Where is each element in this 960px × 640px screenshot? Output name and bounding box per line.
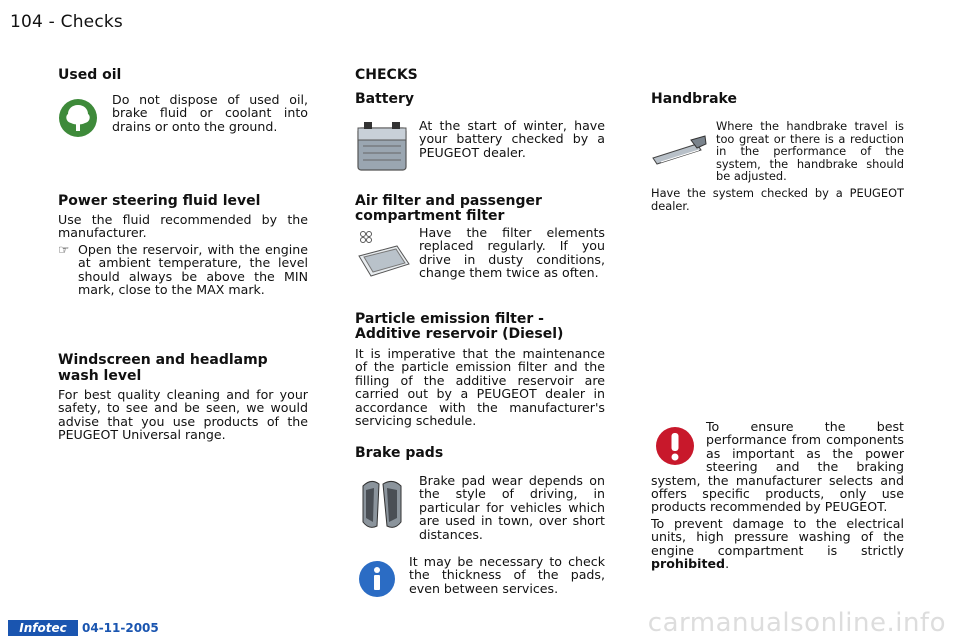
print-date: 04-11-2005 xyxy=(82,621,159,635)
handbrake-note: Have the system checked by a PEUGEOT dealer. xyxy=(651,186,904,213)
infotec-logo: Infotec xyxy=(8,620,78,636)
brake-pads-info: It may be necessary to check the thickness of the pads, even between services. xyxy=(409,554,605,596)
particle-filter-heading-2: Additive reservoir (Diesel) xyxy=(355,326,564,342)
pointer-hand-icon: ☞ xyxy=(58,242,70,257)
page-title: Checks xyxy=(60,12,123,32)
handbrake-heading: Handbrake xyxy=(651,91,737,107)
brake-pads-heading: Brake pads xyxy=(355,445,444,461)
windscreen-heading-2: wash level xyxy=(58,368,142,384)
air-filter-text: Have the filter elements replaced regularly. If you drive in dusty conditions, change them twice as often. xyxy=(419,225,605,281)
windscreen-heading-1: Windscreen and headlamp xyxy=(58,352,268,368)
air-filter-heading-2: compartment filter xyxy=(355,208,505,224)
particle-filter-heading-1: Particle emission filter - xyxy=(355,311,544,327)
power-steering-bullet xyxy=(58,243,308,297)
power-steering-intro: Use the fluid recommended by the manufacturer. xyxy=(58,212,308,241)
watermark: carmanualsonline.info xyxy=(647,608,946,638)
warning-text-2: To prevent damage to the electrical units, high pressure washing of the engine compartment is strictly prohibited. xyxy=(651,515,904,572)
air-filter-heading-1: Air filter and passenger xyxy=(355,193,542,209)
header-separator: - xyxy=(48,12,56,32)
battery-icon xyxy=(355,118,410,174)
windscreen-text: For best quality cleaning and for your safety, to see and be seen, we would advise that you use products of the PEUGEOT Universal range. xyxy=(58,387,308,443)
power-steering-heading: Power steering fluid level xyxy=(58,193,261,209)
handbrake-icon xyxy=(651,128,707,168)
brake-pads-text: Brake pad wear depends on the style of driving, in particular for vehicles which are used in town, over short distances. xyxy=(419,473,605,542)
page-header xyxy=(10,12,123,32)
used-oil-heading: Used oil xyxy=(58,67,122,83)
particle-filter-text: It is imperative that the maintenance of the particle emission filter and the filling of the additive reservoir are carried out by a PEUGEOT dealer in accordance with the manufacturer's servicing schedule. xyxy=(355,346,605,429)
handbrake-text: Where the handbrake travel is too great or there is a reduction in the performance of the system, the handbrake should be adjusted. xyxy=(716,119,904,184)
battery-text: At the start of winter, have your battery checked by a PEUGEOT dealer. xyxy=(419,118,605,160)
tree-icon xyxy=(58,98,98,138)
info-icon xyxy=(358,560,396,598)
battery-heading: Battery xyxy=(355,91,415,107)
power-steering-bullet-text: Open the reservoir, with the engine at ambient temperature, the level should always be above the MIN mark, close to the MAX mark. xyxy=(78,242,308,298)
warning-text-1: To ensure the best performance from components as important as the power steering and the braking system, the manufacturer selects and offers specific products, only use products recommended by PEUGEOT. xyxy=(651,419,904,515)
checks-heading: CHECKS xyxy=(355,67,418,83)
brake-pads-icon xyxy=(357,476,407,532)
air-filter-icon xyxy=(355,228,411,278)
used-oil-text: Do not dispose of used oil, brake fluid or coolant into drains or onto the ground. xyxy=(112,92,308,134)
page-number: 104 xyxy=(10,12,44,32)
warning-block xyxy=(651,420,904,570)
warning-prohibited: prohibited xyxy=(651,556,726,572)
